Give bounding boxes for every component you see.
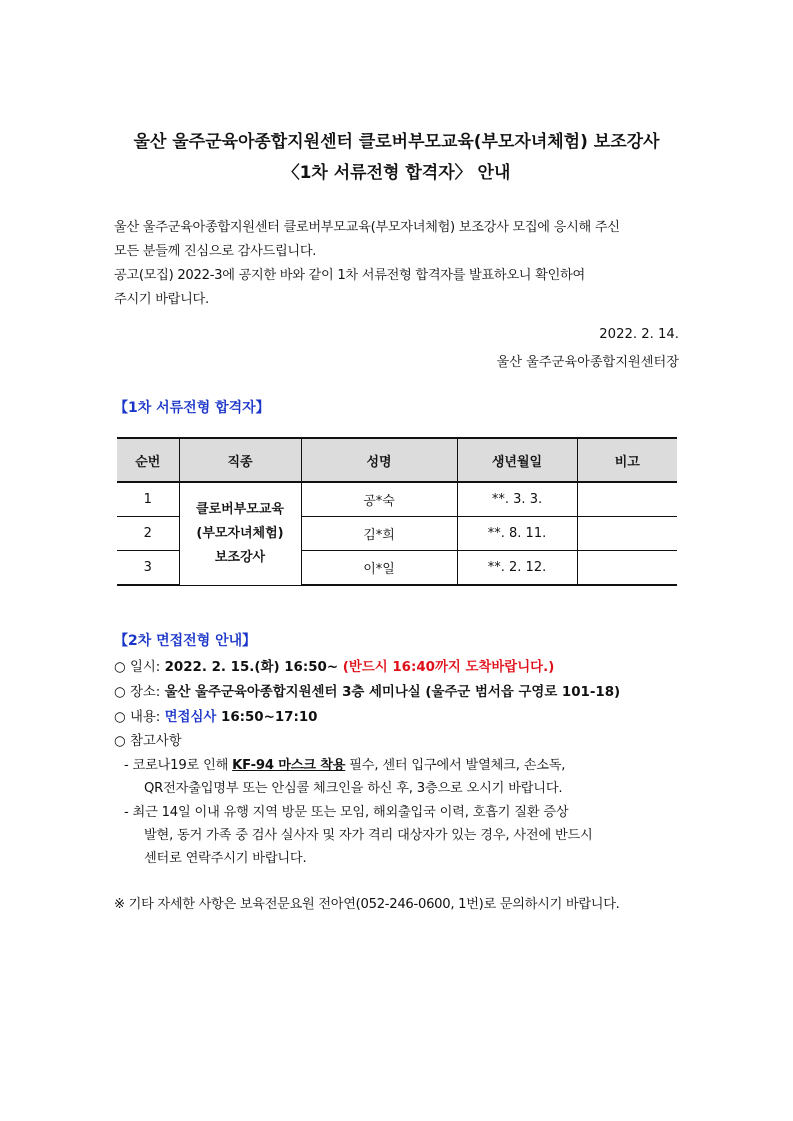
- cell-no: 3: [117, 551, 179, 586]
- interview-content-label: ○ 내용:: [114, 710, 165, 725]
- document-title-line1: 울산 울주군육아종합지원센터 클로버부모교육(부모자녀체험) 보조강사: [133, 132, 660, 152]
- note1-line1: [124, 754, 565, 773]
- cell-name: 김*희: [301, 517, 457, 551]
- results-table: [117, 437, 677, 586]
- note2-line1: - 최근 14일 이내 유행 지역 방문 또는 모임, 해외출입국 이력, 호흡기 질환 증상: [124, 805, 569, 820]
- cell-name: 이*일: [301, 551, 457, 586]
- job-line3: 보조강사: [214, 549, 266, 565]
- interview-place-value: 울산 울주군육아종합지원센터 3층 세미나실 (울주군 범서읍 구영로 101-18): [164, 685, 621, 700]
- notes-label: ○ 참고사항: [114, 734, 182, 749]
- footer-note: ※ 기타 자세한 사항은 보육전문요원 전아연(052-246-0600, 1번)로 문의하시기 바랍니다.: [114, 897, 620, 912]
- header-name: 성명: [301, 438, 457, 482]
- cell-note: [577, 551, 677, 586]
- cell-name: 공*숙: [301, 482, 457, 517]
- table-row: [117, 482, 677, 517]
- header-note: 비고: [577, 438, 677, 482]
- intro-line3: 공고(모집) 2022-3에 공지한 바와 같이 1차 서류전형 합격자를 발표하오니 확인하여: [114, 268, 585, 283]
- interview-date: [114, 656, 554, 675]
- announcement-org: 울산 울주군육아종합지원센터장: [496, 355, 679, 370]
- note2-line3: 센터로 연락주시기 바랍니다.: [144, 851, 307, 866]
- job-line2: (부모자녀체험): [196, 525, 284, 541]
- note1-post: 필수, 센터 입구에서 발열체크, 손소독,: [345, 758, 566, 773]
- interview-place: [114, 681, 620, 700]
- section1-heading: 【1차 서류전형 합격자】: [114, 400, 270, 416]
- header-birth: 생년월일: [457, 438, 577, 482]
- job-line1: 클로버부모교육: [196, 501, 284, 517]
- note1-line2: QR전자출입명부 또는 안심콜 체크인을 하신 후, 3층으로 오시기 바랍니다.: [144, 781, 563, 796]
- note1-pre: - 코로나19로 인해: [124, 758, 233, 773]
- cell-note: [577, 482, 677, 517]
- cell-note: [577, 517, 677, 551]
- cell-birth: **. 8. 11.: [457, 517, 577, 551]
- note2-line2: 발현, 동거 가족 중 검사 실사자 및 자가 격리 대상자가 있는 경우, 사전에 반드시: [144, 828, 593, 843]
- mask-requirement: KF-94 마스크 착용: [232, 758, 346, 773]
- header-no: 순번: [117, 438, 179, 482]
- interview-content-time: 16:50~17:10: [216, 710, 318, 725]
- intro-line4: 주시기 바랍니다.: [114, 292, 209, 307]
- cell-no: 2: [117, 517, 179, 551]
- table-header-row: [117, 438, 677, 482]
- document-title-line2: 〈1차 서류전형 합격자〉 안내: [282, 163, 511, 183]
- header-job: 직종: [179, 438, 301, 482]
- interview-content: [114, 706, 317, 725]
- intro-line1: 울산 울주군육아종합지원센터 클로버부모교육(부모자녀체험) 보조강사 모집에 응시해 주신: [114, 220, 620, 235]
- cell-no: 1: [117, 482, 179, 517]
- intro-line2: 모든 분들께 진심으로 감사드립니다.: [114, 244, 317, 259]
- interview-content-value: 면접심사: [164, 710, 217, 725]
- cell-birth: **. 2. 12.: [457, 551, 577, 586]
- interview-date-label: ○ 일시:: [114, 660, 165, 675]
- interview-place-label: ○ 장소:: [114, 685, 165, 700]
- announcement-date: 2022. 2. 14.: [599, 327, 679, 342]
- interview-date-value: 2022. 2. 15.(화) 16:50~: [164, 660, 343, 675]
- arrival-warning: (반드시 16:40까지 도착바랍니다.): [342, 660, 555, 675]
- cell-birth: **. 3. 3.: [457, 482, 577, 517]
- section2-heading: 【2차 면접전형 안내】: [114, 633, 257, 649]
- cell-job: [179, 482, 301, 585]
